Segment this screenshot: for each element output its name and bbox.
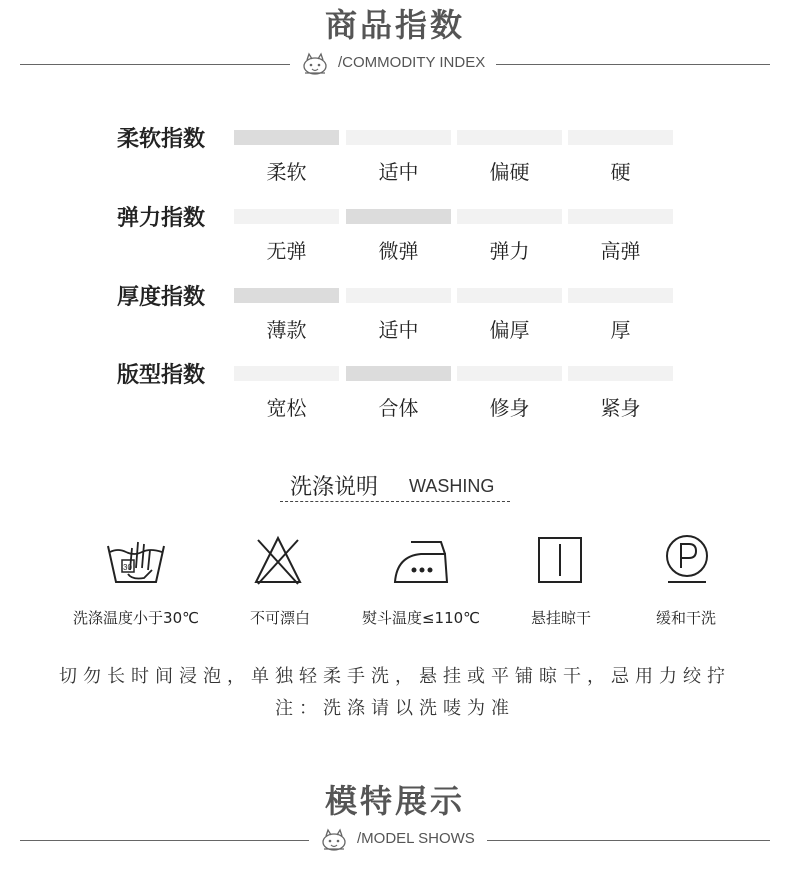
index-level-label: 偏硬 [489,160,530,184]
index-bar [568,130,673,145]
washing-title-cn: 洗涤说明 [290,475,379,500]
divider-line-left [20,64,290,65]
index-level-label: 高弹 [600,239,641,263]
svg-text:30: 30 [123,563,132,572]
wash-basin-30-icon [106,534,166,586]
care-label-wash: 洗涤温度小于30℃ [73,609,199,627]
index-bar [568,288,673,303]
model-divider [20,830,770,850]
index-level-label: 厚 [610,318,631,342]
cartoon-emblem-icon [301,51,329,77]
care-label-dryclean: 缓和干洗 [655,609,716,627]
index-bar [234,209,339,224]
index-level-label: 宽松 [266,396,307,420]
index-level-label: 微弹 [378,239,419,263]
cartoon-emblem-icon [320,827,348,853]
index-bar [568,209,673,224]
index-label: 弹力指数 [117,206,206,231]
index-bar [457,130,562,145]
iron-three-dots-icon [391,534,451,586]
index-bar [234,366,339,381]
divider-line-left [20,840,309,841]
commodity-title: 商品指数 [324,6,465,44]
index-bar [457,288,562,303]
index-bar-selected [346,209,451,224]
washing-note-line1: 切勿长时间浸泡，单独轻柔手洗，悬挂或平铺晾干，忌用力绞拧 [59,666,731,687]
index-bar [346,130,451,145]
index-level-label: 合体 [378,396,419,420]
no-bleach-icon [252,534,304,586]
index-level-label: 适中 [378,160,419,184]
index-bar-selected [234,288,339,303]
index-bar [568,366,673,381]
index-level-label: 适中 [378,318,419,342]
care-label-bleach: 不可漂白 [249,609,310,627]
index-level-label: 薄款 [266,318,307,342]
commodity-divider [20,54,770,74]
dry-clean-p-icon [662,534,712,586]
index-label: 版型指数 [117,363,206,388]
index-level-label: 硬 [610,160,631,184]
index-level-label: 修身 [489,396,530,420]
index-level-label: 紧身 [600,396,641,420]
index-level-label: 弹力 [489,239,530,263]
washing-title-en: WASHING [409,476,495,496]
index-label: 厚度指数 [117,285,206,310]
index-bar [457,209,562,224]
model-subtitle: /MODEL SHOWS [357,830,475,847]
line-dry-icon [537,534,585,586]
index-bar-selected [346,366,451,381]
commodity-subtitle: /COMMODITY INDEX [338,54,486,71]
index-bar-selected [234,130,339,145]
washing-heading [280,470,510,502]
washing-note-line2: 注：洗涤请以洗唛为准 [275,698,515,719]
divider-line-right [487,840,770,841]
index-level-label: 无弹 [266,239,307,263]
care-label-dry: 悬挂晾干 [530,609,591,627]
index-level-label: 偏厚 [489,318,530,342]
index-row [0,358,790,438]
index-label: 柔软指数 [117,127,206,152]
index-row [0,280,790,360]
model-title: 模特展示 [324,782,465,820]
divider-line-right [496,64,770,65]
index-row [0,201,790,281]
index-row [0,122,790,202]
index-bar [346,288,451,303]
care-label-iron: 熨斗温度≤110℃ [361,609,481,627]
index-bar [457,366,562,381]
index-level-label: 柔软 [266,160,307,184]
